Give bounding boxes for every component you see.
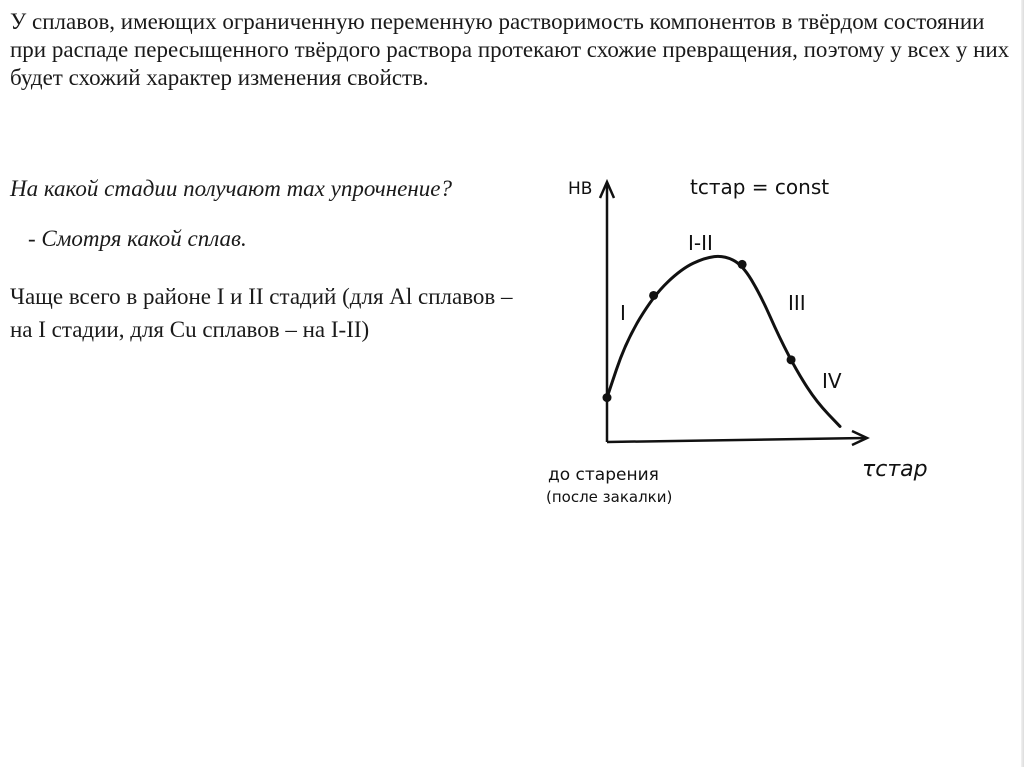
stage-boundary-point-0 [603, 393, 612, 402]
stage-boundary-point-1 [649, 291, 658, 300]
intro-paragraph: У сплавов, имеющих ограниченную переменную растворимость компонентов в твёрдом состоянии при распаде пересыщенного твёрдого раствора протекают схожие превращения, поэтому у всех у них будет схожий характер изменения свойств. [10, 9, 1010, 90]
series-line-0 [607, 256, 840, 426]
y-axis-label: HB [568, 179, 593, 199]
x-axis [607, 438, 865, 442]
chart-title: tстар = const [690, 175, 830, 199]
stage-label-2: I-II [688, 231, 713, 255]
stage-label-3: III [788, 291, 806, 315]
answer-text: - Смотря какой сплав. [28, 226, 247, 251]
x-axis-label: τстар [862, 457, 928, 482]
question-text: На какой стадии получают max упрочнение? [10, 176, 452, 201]
x-origin-sublabel: (после закалки) [546, 488, 673, 506]
note-text: Чаще всего в районе I и II стадий (для Al сплавов – на I стадии, для Cu сплавов – на I-II) [10, 284, 513, 342]
stage-label-4: IV [822, 369, 842, 393]
aging-hardness-chart [540, 160, 940, 520]
stage-boundary-point-2 [738, 260, 747, 269]
stage-label-1: I [620, 301, 626, 325]
chart-marks [603, 256, 841, 426]
stage-boundary-point-3 [787, 355, 796, 364]
x-origin-label: до старения [548, 465, 659, 485]
